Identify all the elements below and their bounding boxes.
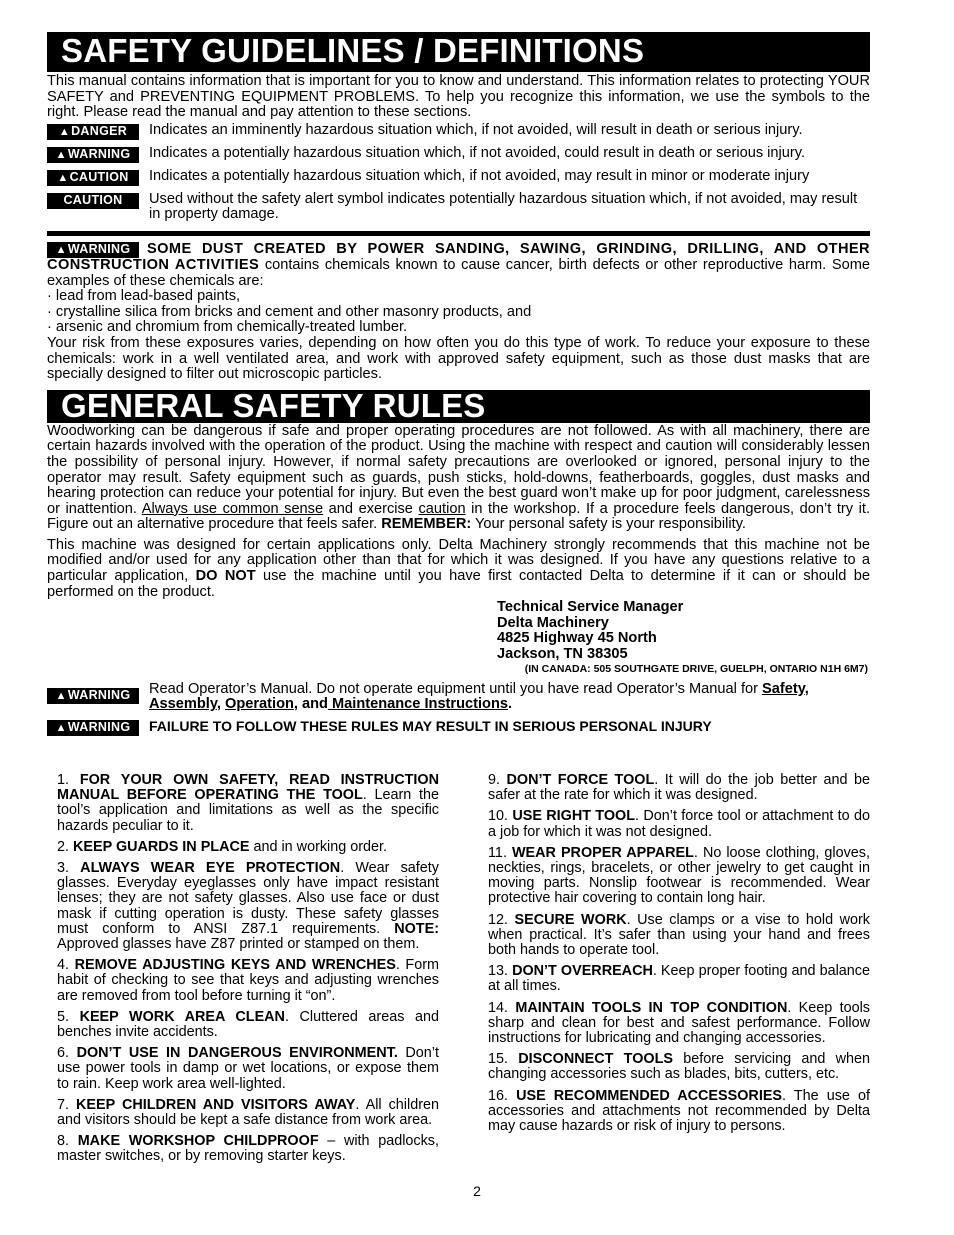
rule-number: 4. xyxy=(57,957,70,974)
dust-warning-paragraph xyxy=(47,242,870,289)
safety-rule-item xyxy=(47,1098,439,1128)
warning-text: FAILURE TO FOLLOW THESE RULES MAY RESULT IN SERIOUS PERSONAL INJURY xyxy=(149,717,712,734)
rule-text: . Form habit of checking to see that keys and adjusting wrenches are removed from tool before turning it “on”. xyxy=(57,957,439,1004)
rule-bold-text: FOR YOUR OWN SAFETY, READ INSTRUCTION MANUAL BEFORE OPERATING THE TOOL xyxy=(57,772,439,804)
signal-description: Indicates a potentially hazardous situation which, if not avoided, may result in minor or moderate injury xyxy=(149,167,810,184)
rule-text: . Keep tools sharp and clean for best and safest performance. Follow instructions for lubricating and changing accessories. xyxy=(488,999,870,1047)
safety-rule-item xyxy=(47,958,439,1004)
read-manual-warning xyxy=(47,682,870,713)
alert-triangle-icon: ▲ xyxy=(57,171,69,184)
rule-text: . All children and visitors should be kept a safe distance from work area. xyxy=(57,1096,440,1129)
safety-rule-item xyxy=(478,1089,870,1135)
safety-rule-item xyxy=(478,809,870,839)
rule-bold-text: WEAR PROPER APPAREL xyxy=(511,844,694,861)
signal-row-caution xyxy=(47,169,870,186)
address-line: 4825 Highway 45 North xyxy=(497,630,657,647)
address-line: Technical Service Manager xyxy=(497,599,684,616)
rule-bold-text: ALWAYS WEAR EYE PROTECTION xyxy=(80,860,341,877)
rule-text: Don’t use power tools in damp or wet locations, or expose them to rain. Keep work area well-lighted. xyxy=(57,1045,439,1092)
underlined-text: Safety xyxy=(762,680,805,697)
warning-badge xyxy=(47,720,139,736)
rule-bold-text: DON’T USE IN DANGEROUS ENVIRONMENT. xyxy=(76,1045,398,1062)
signal-description: Indicates a potentially hazardous situation which, if not avoided, could result in death or serious injury. xyxy=(149,144,806,161)
rule-bold-text: DON’T OVERREACH xyxy=(512,963,653,980)
alert-triangle-icon: ▲ xyxy=(55,689,67,702)
manual-page xyxy=(47,32,870,736)
rule-bold-text: DISCONNECT TOOLS xyxy=(518,1051,673,1068)
general-paragraph-2 xyxy=(47,538,870,600)
badge-label: WARNING xyxy=(67,146,131,161)
safety-rules-columns xyxy=(47,773,870,1171)
rule-bold-text: MAKE WORKSHOP CHILDPROOF xyxy=(77,1133,319,1150)
dust-lead-rest: contains chemicals known to cause cancer, birth defects or other reproductive harm. Some examples of these chemicals are: xyxy=(47,256,870,289)
rule-number: 15. xyxy=(488,1051,509,1068)
warning-badge xyxy=(47,147,139,163)
text-run: use the machine until you have first contacted Delta to determine if it can or should be performed on the product. xyxy=(47,568,870,600)
divider-rule xyxy=(47,231,870,236)
section-heading-safety-guidelines: SAFETY GUIDELINES / DEFINITIONS xyxy=(47,32,870,72)
safety-rule-item xyxy=(47,1134,439,1164)
warning-badge xyxy=(47,688,139,704)
rule-number: 13. xyxy=(488,963,509,980)
text-run: This machine was designed for certain applications only. Delta Machinery strongly recommends that this machine not be modified and/or used for any application other than that for which it was designed. If you have any questions relative to a particular application, xyxy=(47,536,870,585)
underlined-text: Assembly xyxy=(149,696,217,713)
rule-bold-text: USE RECOMMENDED ACCESSORIES xyxy=(516,1087,783,1104)
rule-number: 8. xyxy=(57,1133,70,1150)
rule-bold-text: SECURE WORK xyxy=(514,911,627,928)
rule-text: . Use clamps or a vise to hold work when practical. It’s safer than using your hand and frees both hands to operate tool. xyxy=(488,911,870,959)
underlined-text: Always use common sense xyxy=(141,500,324,517)
rule-number: 16. xyxy=(488,1087,509,1104)
rule-text: . Don’t force tool or attachment to do a job for which it was not designed. xyxy=(488,808,871,840)
badge-label: CAUTION xyxy=(69,169,129,184)
alert-triangle-icon: ▲ xyxy=(55,243,67,256)
rule-number: 12. xyxy=(488,911,509,928)
badge-label: WARNING xyxy=(67,241,131,256)
caution-badge xyxy=(47,193,139,209)
rule-bold-text: USE RIGHT TOOL xyxy=(512,808,636,825)
rule-text: . Cluttered areas and benches invite accidents. xyxy=(57,1008,439,1041)
rule-number: 3. xyxy=(57,860,70,877)
badge-label: CAUTION xyxy=(63,192,123,207)
general-paragraph-1 xyxy=(47,424,870,533)
alert-triangle-icon: ▲ xyxy=(58,125,71,138)
rule-bold-text: KEEP CHILDREN AND VISITORS AWAY xyxy=(76,1096,356,1113)
rule-bold-text: DON’T FORCE TOOL xyxy=(506,772,655,788)
text-run: and exercise xyxy=(323,500,419,517)
caution-badge xyxy=(47,170,139,186)
rule-number: 5. xyxy=(57,1008,70,1025)
list-item: · arsenic and chromium from chemically-treated lumber. xyxy=(47,319,408,336)
rule-text: – with padlocks, master switches, or by removing starter keys. xyxy=(57,1133,439,1165)
safety-rule-item xyxy=(478,1001,870,1047)
rule-number: 6. xyxy=(57,1045,70,1062)
canada-address: (IN CANADA: 505 SOUTHGATE DRIVE, GUELPH, ONTARIO N1H 6M7) xyxy=(524,662,868,675)
signal-description: Used without the safety alert symbol indicates potentially hazardous situation which, if not avoided, may result in property damage. xyxy=(149,190,858,223)
signal-row-danger xyxy=(47,123,870,140)
safety-rule-item xyxy=(47,1010,439,1040)
bold-text: DO NOT xyxy=(195,568,256,585)
rule-number: 7. xyxy=(57,1096,70,1113)
rule-text: before servicing and when changing accessories such as blades, bits, cutters, etc. xyxy=(488,1051,870,1083)
page-number: 2 xyxy=(473,1183,481,1199)
warning-badge xyxy=(47,242,139,258)
rule-bold-text: REMOVE ADJUSTING KEYS AND WRENCHES xyxy=(74,957,396,974)
text-run: Woodworking can be dangerous if safe and proper operating procedures are not followed. As with all machinery, there are certain hazards involved with the operation of the product. Using the machine with respect and caution will considerably lessen the possibility of personal injury. However, if normal safety precautions are overlooked or ignored, personal injury to the operator may result. Safety equipment such as guards, push sticks, hold-downs, featherboards, goggles, dust masks and hearing protection can reduce your potential for injury. But even the best guard won’t make up for poor judgment, carelessness or inattention. xyxy=(47,422,870,517)
service-address xyxy=(497,600,870,662)
badge-label: DANGER xyxy=(71,123,128,138)
badge-label: WARNING xyxy=(67,687,131,702)
underlined-text: caution xyxy=(418,500,466,517)
safety-rule-item xyxy=(478,1052,870,1082)
warning-text: Read Operator’s Manual. Do not operate equipment until you have read Operator’s Manual for Safety, Assembly, Operation, and Maintenance Instructions. xyxy=(149,680,809,713)
rule-number: 11. xyxy=(488,844,507,861)
list-item: · lead from lead-based paints, xyxy=(47,288,241,305)
safety-rule-item xyxy=(47,1046,439,1092)
rule-text: . Wear safety glasses. Everyday eyeglasses only have impact resistant lenses; they are not safety glasses. Also use face or dust mask if cutting operation is dusty. These safety glasses must conform to ANSI Z87.1 requirements. xyxy=(57,860,440,937)
rule-text: . Keep proper footing and balance at all times. xyxy=(488,963,870,995)
rule-number: 2. xyxy=(57,838,70,855)
bold-text: , and xyxy=(293,696,328,713)
danger-badge xyxy=(47,124,139,140)
intro-paragraph: This manual contains information that is important for you to know and understand. This information relates to protecting YOUR SAFETY and PREVENTING EQUIPMENT PROBLEMS. To help you recognize this information, we use the symbols to the right. Please read the manual and pay attention to these sections. xyxy=(47,73,870,121)
safety-rule-item xyxy=(47,773,439,834)
safety-rule-item xyxy=(47,861,439,952)
rule-text: Approved glasses have Z87 printed or stamped on them. xyxy=(57,936,420,953)
dust-chemicals-list xyxy=(47,289,870,336)
rule-bold-text: NOTE: xyxy=(394,920,439,937)
safety-rule-item xyxy=(478,773,870,803)
rule-number: 10. xyxy=(488,808,509,825)
badge-label: WARNING xyxy=(67,719,131,734)
safety-rule-item xyxy=(478,913,870,959)
dust-bold-lead: SOME DUST CREATED BY POWER SANDING, SAWING, GRINDING, DRILLING, AND OTHER CONSTRUCTION ACTIVITIES xyxy=(47,240,870,273)
alert-triangle-icon: ▲ xyxy=(55,721,67,734)
section-heading-general-safety: GENERAL SAFETY RULES xyxy=(47,390,870,423)
address-line: Jackson, TN 38305 xyxy=(497,646,628,663)
rule-number: 9. xyxy=(488,772,501,788)
rule-text: . No loose clothing, gloves, neckties, rings, bracelets, or other jewelry to get caught in moving parts. Nonslip footwear is recommended. Wear protective hair covering to contain long hair. xyxy=(488,844,870,907)
signal-row-warning xyxy=(47,146,870,163)
safety-rule-item xyxy=(478,846,870,907)
rule-bold-text: KEEP GUARDS IN PLACE xyxy=(73,838,250,855)
rule-bold-text: KEEP WORK AREA CLEAN xyxy=(79,1008,285,1025)
failure-warning xyxy=(47,719,870,736)
rules-left-column xyxy=(47,773,439,1171)
underlined-text: Operation xyxy=(224,696,294,713)
rule-text: . It will do the job better and be safer at the rate for which it was designed. xyxy=(488,772,870,804)
safety-rule-item xyxy=(47,840,439,855)
rule-number: 14. xyxy=(488,999,509,1016)
signal-word-list xyxy=(47,123,870,223)
text-run: Your personal safety is your responsibility. xyxy=(471,516,746,533)
list-item: · crystalline silica from bricks and cement and other masonry products, and xyxy=(47,303,532,320)
bold-text: REMEMBER: xyxy=(381,516,472,533)
rule-text: and in working order. xyxy=(249,838,388,855)
rule-number: 1. xyxy=(57,772,70,788)
signal-row-caution xyxy=(47,192,870,223)
alert-triangle-icon: ▲ xyxy=(55,148,67,161)
text-run: in the workshop. If a procedure feels dangerous, don’t try it. Figure out an alternative procedure that feels safer. xyxy=(47,500,870,533)
rule-text: . Learn the tool’s application and limitations as well as the specific hazards peculiar to it. xyxy=(57,787,439,834)
rule-text: . The use of accessories and attachments not recommended by Delta may cause hazards or risk of injury to persons. xyxy=(488,1087,871,1135)
address-line: Delta Machinery xyxy=(497,614,609,631)
signal-description: Indicates an imminently hazardous situation which, if not avoided, will result in death or serious injury. xyxy=(149,121,803,138)
rule-bold-text: MAINTAIN TOOLS IN TOP CONDITION xyxy=(515,999,788,1016)
text-run: Read Operator’s Manual. Do not operate equipment until you have read Operator’s Manual for xyxy=(149,680,763,697)
dust-closing-paragraph: Your risk from these exposures varies, depending on how often you do this type of work. To reduce your exposure to these chemicals: work in a well ventilated area, and work with approved safety equipment, such as those dust masks that are specially designed to filter out microscopic particles. xyxy=(47,334,870,383)
underlined-text: Maintenance Instructions xyxy=(327,696,508,713)
safety-rule-item xyxy=(478,964,870,994)
rules-right-column xyxy=(478,773,870,1171)
